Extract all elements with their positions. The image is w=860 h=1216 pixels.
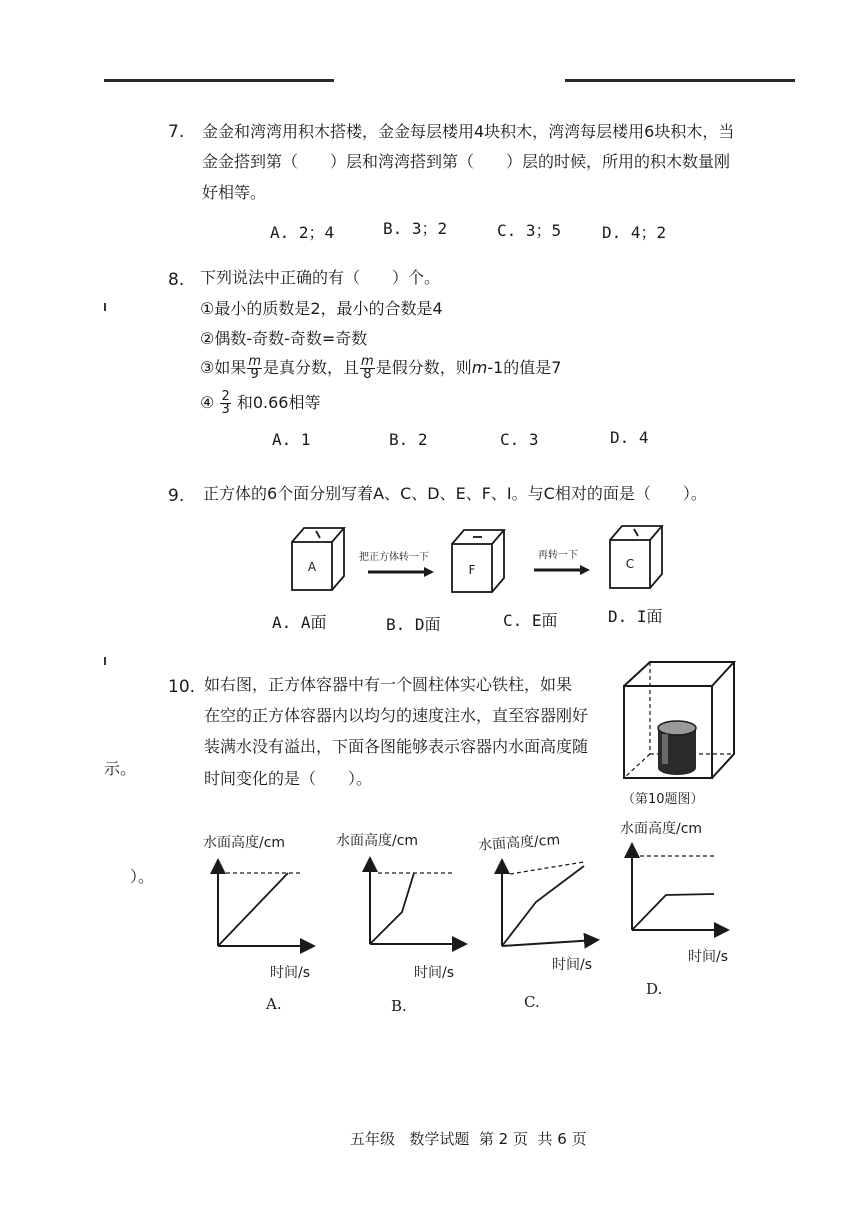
q8-s3-fraction-2 (360, 356, 375, 381)
graph-d-ylabel: 水面高度/cm (620, 821, 703, 837)
q8-s3-text-c: 是假分数，则 (375, 358, 472, 377)
q8-s4-fraction (220, 391, 230, 416)
q10-container-figure (618, 658, 744, 782)
q10-line2: 在空的正方体容器内以均匀的速度注水，直至容器刚好 (204, 706, 589, 725)
top-rule-left (104, 79, 334, 82)
cube-2-face-label: F (468, 563, 476, 577)
q9-stem: 正方体的6个面分别写着A、C、D、E、F、I。与C相对的面是（ ）。 (203, 484, 707, 503)
q8-s4-frac-den: 3 (221, 402, 230, 417)
graph-d (632, 846, 726, 930)
graph-d-option[interactable]: D. (646, 980, 663, 998)
arrow-2 (534, 565, 590, 575)
graph-b-ylabel: 水面高度/cm (336, 833, 419, 849)
q8-s3-frac1-den: 9 (250, 367, 259, 382)
q10-figure-caption: （第10题图） (622, 792, 704, 807)
cube-3-face-label: C (625, 557, 635, 571)
arrow-1 (368, 567, 434, 577)
q10-line3: 装满水没有溢出，下面各图能够表示容器内水面高度随 (204, 737, 589, 756)
q10-graphs (200, 840, 760, 970)
cube-1 (292, 528, 344, 590)
q8-option-c[interactable]: C. 3 (500, 430, 539, 449)
q9-option-b[interactable]: B. D面 (386, 615, 441, 634)
q8-option-d[interactable]: D. 4 (610, 428, 649, 447)
q9-option-d[interactable]: D. I面 (608, 607, 663, 626)
graph-a-ylabel: 水面高度/cm (203, 835, 286, 851)
footer-page: 第 2 页 (478, 1130, 528, 1148)
q7-option-b[interactable]: B. 3；2 (383, 219, 448, 238)
q9-cube-diagram (280, 520, 680, 600)
q8-statement-1: ①最小的质数是2，最小的合数是4 (200, 299, 443, 318)
graph-c (502, 862, 596, 946)
top-rule-right (565, 79, 795, 82)
cube-1-face-label: A (307, 560, 317, 574)
q8-statement-2: ②偶数-奇数-奇数=奇数 (200, 329, 368, 348)
margin-tick-1 (104, 303, 106, 311)
q10-number: 10. (168, 677, 196, 697)
footer-subject: 数学试题 (409, 1130, 470, 1148)
q8-s4-text-b: 和0.66相等 (236, 393, 321, 412)
graph-d-xlabel: 时间/s (688, 949, 729, 965)
q8-number: 8. (168, 270, 185, 290)
arrow-1-label: 把正方体转一下 (359, 552, 429, 563)
graph-c-option[interactable]: C. (524, 993, 540, 1011)
cube-2 (452, 530, 504, 592)
graph-a-xlabel: 时间/s (270, 965, 311, 981)
q8-option-a[interactable]: A. 1 (272, 430, 311, 449)
q8-stem: 下列说法中正确的有（ ）个。 (200, 268, 441, 287)
q8-s3-frac2-den: 8 (363, 367, 372, 382)
footer-grade: 五年级 (350, 1130, 396, 1148)
q8-s3-text-b: 是真分数，且 (263, 358, 360, 377)
margin-fragment-mid: 示。 (104, 759, 137, 778)
q8-statement-4 (200, 388, 320, 418)
graph-a (218, 862, 312, 946)
graph-a-option[interactable]: A. (266, 995, 282, 1013)
q8-s4-text-a: ④ (200, 393, 215, 412)
q10-line1: 如右图，正方体容器中有一个圆柱体实心铁柱，如果 (204, 675, 573, 694)
q8-option-b[interactable]: B. 2 (389, 430, 428, 449)
arrow-2-label: 再转一下 (538, 550, 578, 561)
graph-b-option[interactable]: B. (391, 997, 407, 1015)
q7-option-d[interactable]: D. 4；2 (602, 223, 667, 242)
footer-total: 共 6 页 (537, 1130, 587, 1148)
q7-option-a[interactable]: A. 2；4 (270, 223, 335, 242)
q8-s3-fraction-1 (247, 356, 262, 381)
q8-s4-frac-num: 2 (221, 389, 230, 404)
q8-s3-text-a: ③如果 (200, 358, 247, 377)
graph-b (370, 860, 464, 944)
q7-option-c[interactable]: C. 3；5 (497, 221, 562, 240)
q8-s3-variable: m (471, 358, 488, 377)
margin-fragment-low: ）。 (130, 867, 155, 886)
q9-option-a[interactable]: A. A面 (272, 613, 327, 632)
q9-option-c[interactable]: C. E面 (503, 611, 558, 630)
q8-s3-frac2-num: m (361, 354, 374, 369)
cube-3 (610, 526, 662, 588)
graph-c-ylabel: 水面高度/cm (477, 832, 561, 854)
q8-statement-3 (200, 353, 561, 383)
q8-s3-frac1-num: m (248, 354, 262, 369)
q9-number: 9. (168, 486, 185, 506)
q7-line2: 金金搭到第（ ）层和湾湾搭到第（ ）层的时候，所用的积木数量刚 (202, 152, 731, 171)
graph-c-xlabel: 时间/s (552, 957, 593, 973)
margin-tick-2 (104, 657, 106, 665)
q7-line1: 金金和湾湾用积木搭楼，金金每层楼用4块积木，湾湾每层楼用6块积木，当 (202, 122, 735, 141)
q8-s3-text-d: -1的值是7 (487, 358, 562, 377)
page-footer (350, 1128, 587, 1149)
iron-cylinder (658, 721, 696, 775)
q7-line3: 好相等。 (202, 183, 267, 202)
q7-number: 7. (168, 122, 185, 142)
q10-line4: 时间变化的是（ ）。 (204, 769, 373, 788)
graph-b-xlabel: 时间/s (414, 965, 455, 981)
